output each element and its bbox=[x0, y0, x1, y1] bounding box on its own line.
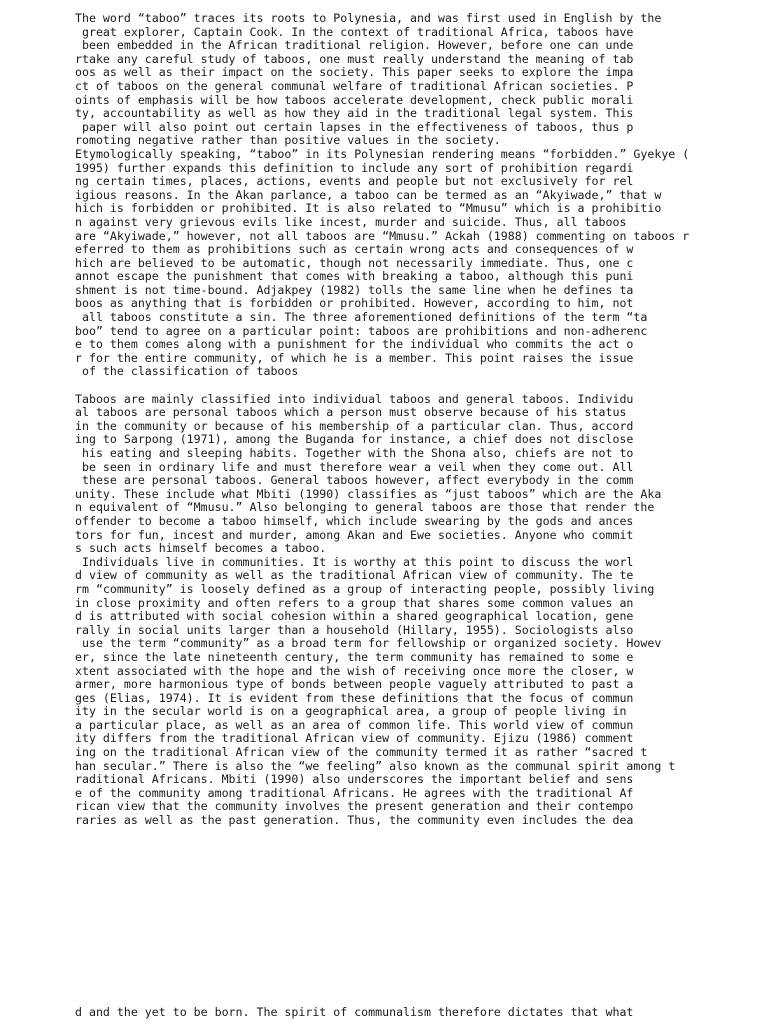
text-line: in close proximity and often refers to a group that shares some common values an bbox=[75, 595, 634, 610]
text-line: rtake any careful study of taboos, one must really understand the meaning of tab bbox=[75, 51, 634, 66]
text-line: ing to Sarpong (1971), among the Buganda for instance, a chief does not disclose bbox=[75, 432, 634, 447]
text-line: ity differs from the traditional African view of community. Ejizu (1986) comment bbox=[75, 731, 634, 746]
text-line: al taboos are personal taboos which a person must observe because of his status bbox=[75, 405, 627, 420]
text-line: han secular.” There is also the “we feeling” also known as the communal spirit among t bbox=[75, 758, 676, 773]
text-line: s such acts himself becomes a taboo. bbox=[75, 541, 327, 556]
text-line: rally in social units larger than a household (Hillary, 1955). Sociologists also bbox=[75, 622, 634, 637]
document-body bbox=[75, 12, 765, 828]
text-line: r for the entire community, of which he is a member. This point raises the issue bbox=[75, 350, 634, 365]
text-line: raditional Africans. Mbiti (1990) also underscores the important belief and sens bbox=[75, 772, 634, 787]
text-line: romoting negative rather than positive values in the society. bbox=[75, 133, 501, 148]
text-line: unity. These include what Mbiti (1990) classifies as “just taboos” which are the Aka bbox=[75, 486, 662, 501]
text-line: his eating and sleeping habits. Together with the Shona also, chiefs are not to bbox=[75, 446, 634, 460]
text-line: eferred to them as prohibitions such as certain wrong acts and consequences of w bbox=[75, 242, 634, 257]
text-line: n against very grievous evils like incest, murder and suicide. Thus, all taboos bbox=[75, 214, 627, 229]
text-line: er, since the late nineteenth century, the term community has remained to some e bbox=[75, 649, 634, 664]
text-line: e to them comes along with a punishment for the individual who commits the act o bbox=[75, 337, 634, 352]
text-line: these are personal taboos. General taboos however, affect everybody in the comm bbox=[75, 473, 634, 488]
text-line: Etymologically speaking, “taboo” in its Polynesian rendering means “forbidden.” Gyekye ( bbox=[75, 146, 690, 161]
text-line: be seen in ordinary life and must therefore wear a veil when they come out. All bbox=[75, 459, 634, 474]
text-line: d is attributed with social cohesion within a shared geographical location, gene bbox=[75, 609, 634, 624]
text-line: ity in the secular world is on a geographical area, a group of people living in bbox=[75, 704, 627, 719]
text-line: 1995) further expands this definition to include any sort of prohibition regardi bbox=[75, 160, 634, 175]
document-continuation bbox=[75, 1006, 765, 1020]
text-line: ty, accountability as well as how they aid in the traditional legal system. This bbox=[75, 106, 634, 121]
text-line: hich are believed to be automatic, though not necessarily immediate. Thus, one c bbox=[75, 255, 634, 270]
text-line: Taboos are mainly classified into individual taboos and general taboos. Individu bbox=[75, 391, 634, 406]
text-line: great explorer, Captain Cook. In the context of traditional Africa, taboos have bbox=[75, 24, 634, 39]
text-line: rican view that the community involves the present generation and their contempo bbox=[75, 799, 634, 814]
text-line: raries as well as the past generation. Thus, the community even includes the dea bbox=[75, 813, 634, 828]
text-line: are “Akyiwade,” however, not all taboos are “Mmusu.” Ackah (1988) commenting on taboos r bbox=[75, 228, 690, 243]
text-line: been embedded in the African traditional religion. However, before one can unde bbox=[75, 38, 634, 53]
text-line: annot escape the punishment that comes with breaking a taboo, although this puni bbox=[75, 269, 634, 284]
text-line: e of the community among traditional Africans. He agrees with the traditional Af bbox=[75, 785, 634, 800]
text-line: armer, more harmonious type of bonds between people vaguely attributed to past a bbox=[75, 677, 634, 692]
text-line: Individuals live in communities. It is worthy at this point to discuss the worl bbox=[75, 554, 634, 569]
text-line: oos as well as their impact on the society. This paper seeks to explore the impa bbox=[75, 65, 634, 80]
text-line: hich is forbidden or prohibited. It is also related to “Mmusu” which is a prohibitio bbox=[75, 201, 662, 216]
text-line: ing on the traditional African view of the community termed it as rather “sacred t bbox=[75, 745, 648, 760]
text-line: paper will also point out certain lapses in the effectiveness of taboos, thus p bbox=[75, 119, 634, 134]
text-line: tors for fun, incest and murder, among Akan and Ewe societies. Anyone who commit bbox=[75, 527, 634, 542]
text-line: boos as anything that is forbidden or prohibited. However, according to him, not bbox=[75, 296, 634, 311]
text-line: in the community or because of his membership of a particular clan. Thus, accord bbox=[75, 418, 634, 433]
text-line: ct of taboos on the general communal welfare of traditional African societies. P bbox=[75, 78, 634, 93]
text-line: of the classification of taboos bbox=[75, 364, 299, 379]
text-line: d and the yet to be born. The spirit of communalism therefore dictates that what bbox=[75, 1005, 634, 1019]
text-line: igious reasons. In the Akan parlance, a taboo can be termed as an “Akyiwade,” that w bbox=[75, 187, 662, 202]
text-line: use the term “community” as a broad term for fellowship or organized society. Howev bbox=[75, 636, 662, 651]
text-line: ng certain times, places, actions, events and people but not exclusively for rel bbox=[75, 174, 634, 189]
text-line: xtent associated with the hope and the wish of receiving once more the closer, w bbox=[75, 663, 634, 678]
text-line: offender to become a taboo himself, which include swearing by the gods and ances bbox=[75, 513, 634, 528]
text-line: n equivalent of “Mmusu.” Also belonging to general taboos are those that render the bbox=[75, 500, 655, 515]
text-line: oints of emphasis will be how taboos accelerate development, check public morali bbox=[75, 92, 634, 107]
text-line: The word “taboo” traces its roots to Polynesia, and was first used in English by the bbox=[75, 11, 662, 25]
text-line: a particular place, as well as an area of common life. This world view of commun bbox=[75, 717, 634, 732]
text-line bbox=[75, 379, 765, 393]
text-line: boo” tend to agree on a particular point: taboos are prohibitions and non-adherenc bbox=[75, 323, 648, 338]
text-line: shment is not time-bound. Adjakpey (1982) tolls the same line when he defines ta bbox=[75, 282, 634, 297]
text-line: ges (Elias, 1974). It is evident from these definitions that the focus of commun bbox=[75, 690, 634, 705]
text-line: rm “community” is loosely defined as a group of interacting people, possibly living bbox=[75, 581, 655, 596]
text-line: d view of community as well as the traditional African view of community. The te bbox=[75, 568, 634, 583]
text-line: all taboos constitute a sin. The three aforementioned definitions of the term “ta bbox=[75, 310, 648, 325]
